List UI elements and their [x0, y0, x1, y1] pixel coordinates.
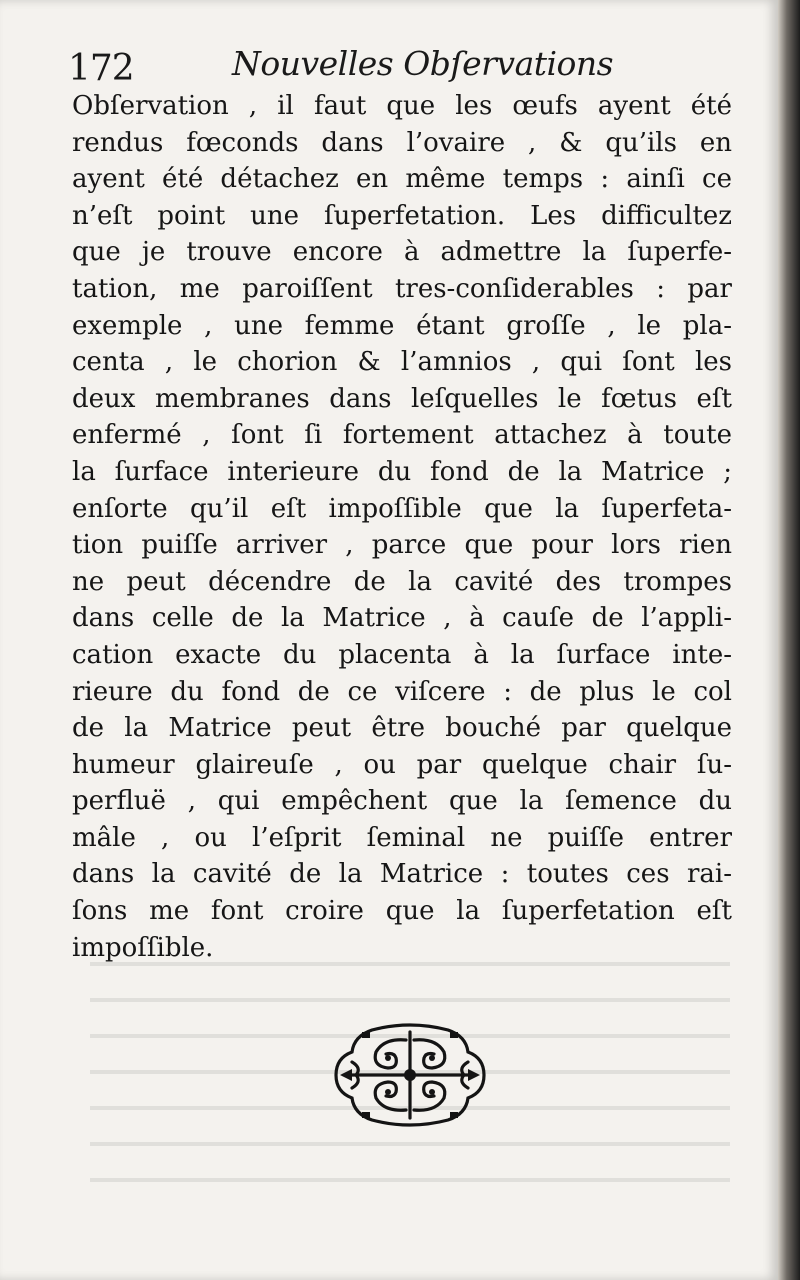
- text-line: exemple , une femme étant groſſe , le pla-: [72, 310, 732, 341]
- text-line: enſorte qu’il eſt impoſſible que la ſuperfeta-: [72, 493, 732, 524]
- text-line: Obſervation , il faut que les œufs ayent été: [72, 91, 732, 121]
- text-line: dans la cavité de la Matrice : toutes ces rai-: [72, 859, 732, 890]
- page-edge-shadow: [778, 0, 800, 1280]
- text-line: cation exacte du placenta à la ſurface inte-: [72, 639, 732, 670]
- text-line: enfermé , ſont ſi fortement attachez à toute: [72, 420, 732, 451]
- text-line: humeur glaireuſe , ou par quelque chair ſu-: [72, 749, 732, 780]
- text-line: de la Matrice peut être bouché par quelque: [72, 713, 732, 744]
- text-line: perfluë , qui empêchent que la ſemence du: [72, 786, 732, 817]
- text-line: que je trouve encore à admettre la ſuperfe-: [72, 237, 732, 268]
- text-line: la ſurface interieure du fond de la Matrice ;: [72, 456, 732, 487]
- text-line: centa , le chorion & l’amnios , qui ſont les: [72, 347, 732, 378]
- text-line: rendus fœconds dans l’ovaire , & qu’ils en: [72, 127, 732, 158]
- fleuron-ornament-icon: [332, 1022, 488, 1128]
- text-line: tion puiſſe arriver , parce que pour lors rien: [72, 530, 732, 561]
- text-line: dans celle de la Matrice , à cauſe de l’appli-: [72, 603, 732, 634]
- text-line: ſons me font croire que la ſuperfetation eſt: [72, 896, 732, 927]
- body-text: [72, 88, 732, 966]
- text-line: n’eſt point une ſuperfetation. Les difficultez: [72, 200, 732, 231]
- running-head: Nouvelles Obſervations: [232, 44, 614, 83]
- text-line: impoſſible.: [72, 932, 214, 963]
- page-number: 172: [68, 48, 134, 89]
- text-line: tation, me paroiſſent tres-conſiderables : par: [72, 273, 732, 304]
- text-line: mâle , ou l’eſprit ſeminal ne puiſſe entrer: [72, 822, 732, 853]
- text-line: deux membranes dans leſquelles le fœtus eſt: [72, 383, 732, 414]
- text-line: rieure du fond de ce viſcere : de plus le col: [72, 676, 732, 707]
- text-line: ayent été détachez en même temps : ainſi ce: [72, 164, 732, 195]
- text-line: ne peut décendre de la cavité des trompes: [72, 566, 732, 597]
